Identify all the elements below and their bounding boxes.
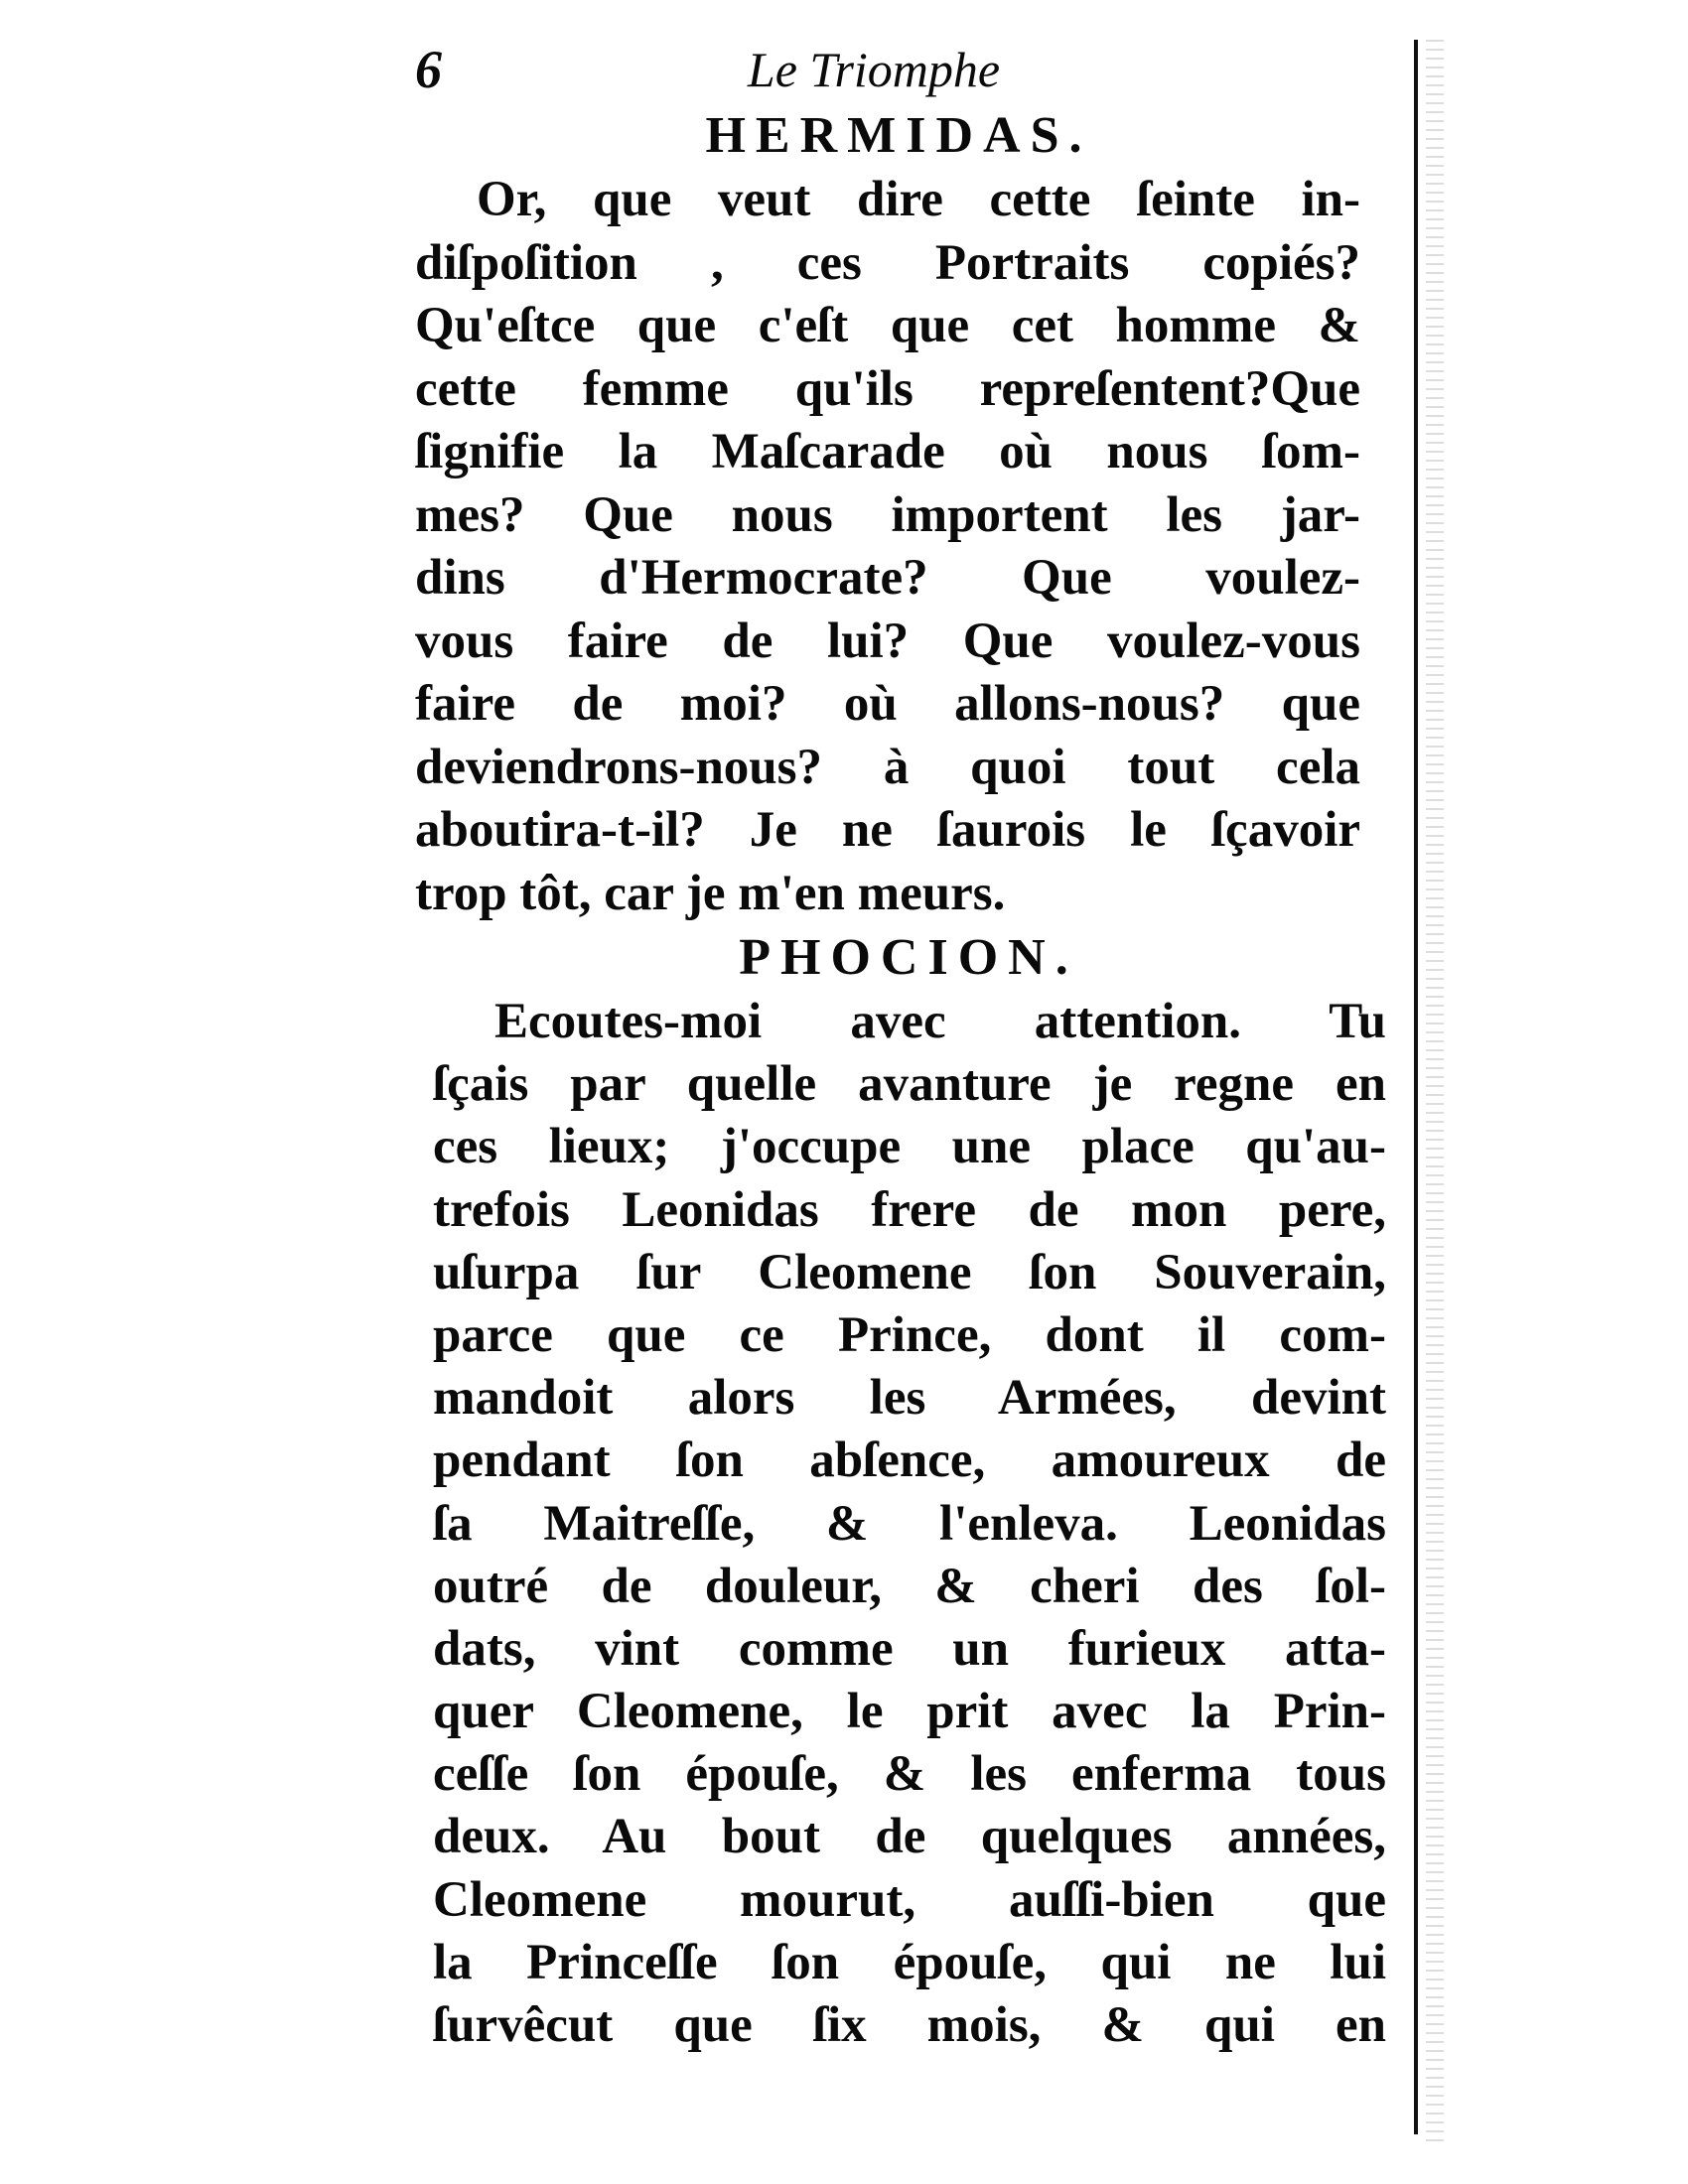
text-line: dats, vint comme un furieux atta- [433, 1620, 1386, 1677]
text-line: pendant ſon abſence, amoureux de [433, 1433, 1386, 1489]
text-line: Cleomene mourut, auſſi-bien que [433, 1871, 1386, 1928]
text-line: trefois Leonidas frere de mon pere, [433, 1181, 1386, 1238]
text-line: deux. Au bout de quelques années, [433, 1809, 1386, 1865]
text-line: outré de douleur, & cheri des ſol- [433, 1558, 1386, 1614]
text-line: faire de moi? où allons-nous? que [415, 676, 1360, 732]
speaker-heading-phocion: PHOCION. [739, 929, 1078, 986]
page-number: 6 [415, 40, 442, 99]
text-line: cette femme qu'ils repreſentent?Que [415, 360, 1360, 417]
text-line: Ecoutes-moi avec attention. Tu [494, 994, 1386, 1049]
page-edge-rule [1414, 40, 1418, 2134]
speech-phocion [433, 991, 1386, 2057]
speaker-heading-hermidas: HERMIDAS. [705, 107, 1092, 164]
text-line: ces lieux; j'occupe une place qu'au- [433, 1119, 1386, 1175]
text-line: mes? Que nous importent les jar- [415, 486, 1360, 543]
text-line: ceſſe ſon épouſe, & les enferma tous [433, 1746, 1386, 1803]
text-line: ſçais par quelle avanture je regne en [433, 1056, 1386, 1113]
speech-hermidas [415, 169, 1360, 925]
text-line: ſa Maitreſſe, & l'enleva. Leonidas [433, 1495, 1386, 1552]
text-line: la Princeſſe ſon épouſe, qui ne lui [433, 1934, 1386, 1990]
text-line: ſignifie la Maſcarade où nous ſom- [415, 424, 1360, 479]
text-line: quer Cleomene, le prit avec la Prin- [433, 1684, 1386, 1740]
text-line: parce que ce Prince, dont il com- [433, 1306, 1386, 1363]
text-line: aboutira-t-il? Je ne ſaurois le ſçavoir [415, 802, 1360, 858]
text-line: ſurvêcut que ſix mois, & qui en [433, 1997, 1386, 2053]
text-line: vous faire de lui? Que voulez-vous [415, 613, 1360, 669]
text-line: diſpoſition , ces Portraits copiés? [415, 234, 1360, 291]
text-line: uſurpa ſur Cleomene ſon Souverain, [433, 1244, 1386, 1300]
text-line: deviendrons-nous? à quoi tout cela [415, 739, 1360, 795]
text-line: mandoit alors les Armées, devint [433, 1370, 1386, 1427]
text-line: Or, que veut dire cette ſeinte in- [477, 172, 1360, 227]
text-line: Qu'eſtce que c'eſt que cet homme & [415, 298, 1360, 353]
scan-noise-edge [1426, 40, 1444, 2144]
text-line: trop tôt, car je m'en meurs. [415, 865, 1006, 921]
text-line: dins d'Hermocrate? Que voulez- [415, 550, 1360, 606]
running-title: Le Triomphe [747, 42, 1001, 97]
